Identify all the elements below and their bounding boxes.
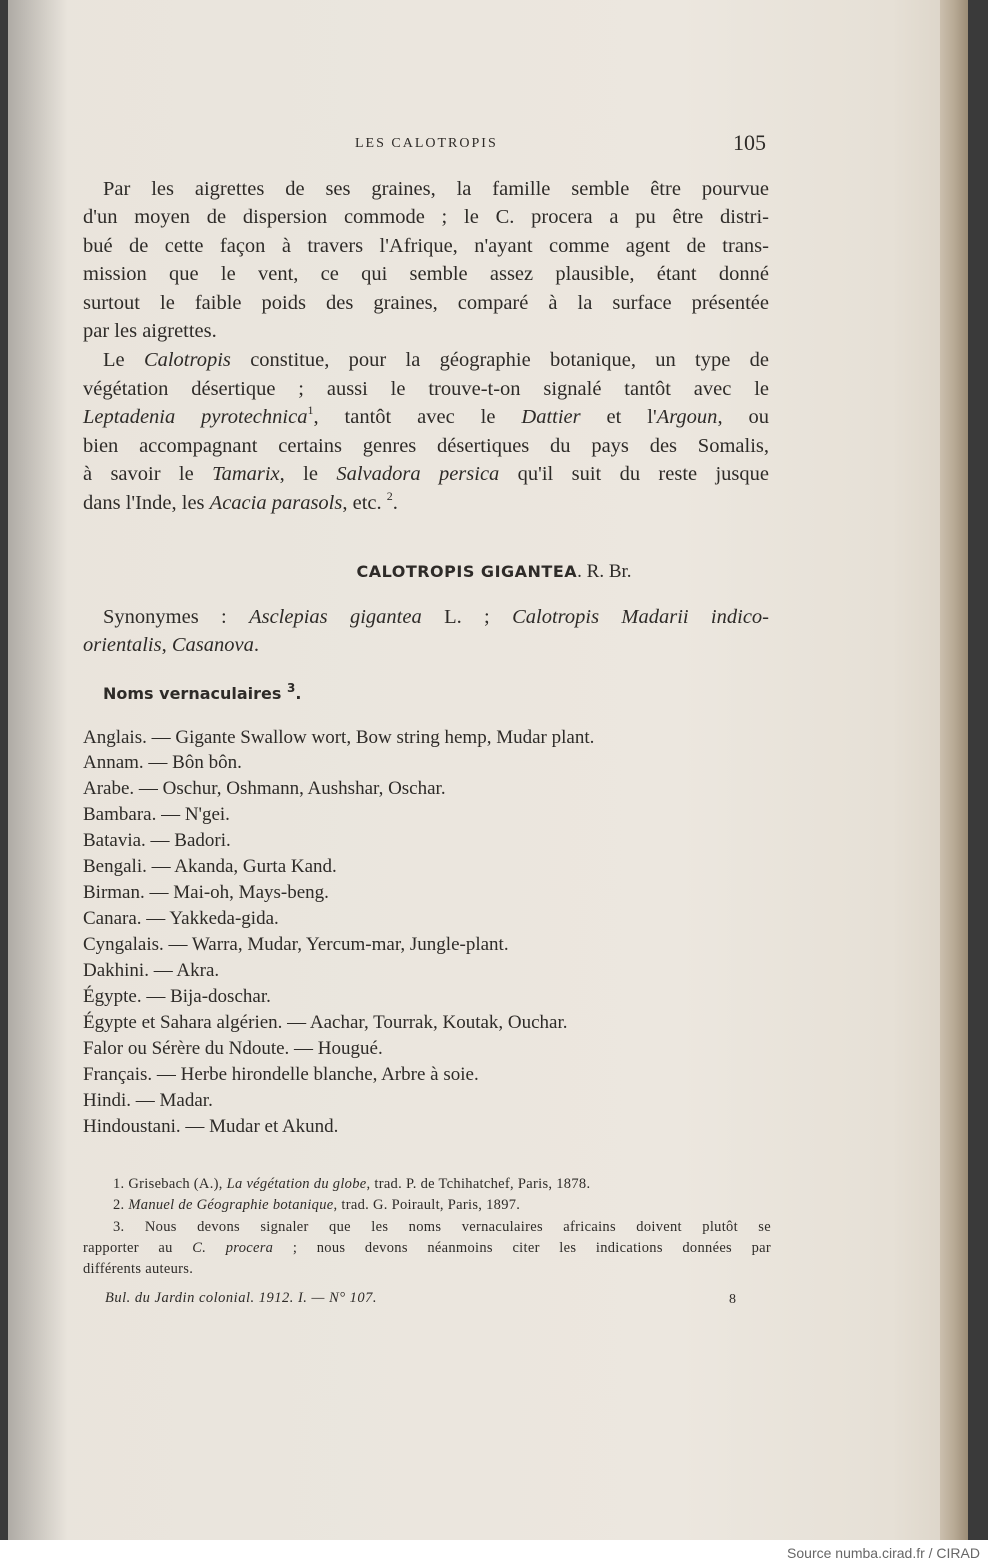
synonyms-line-2: orientalis, Casanova. — [83, 634, 259, 656]
paragraph1-line-2: d'un moyen de dispersion commode ; le C. procera a pu être distri- — [83, 206, 769, 228]
synonyms-line-1: Synonymes : Asclepias gigantea L. ; Calotropis Madarii indico- — [103, 606, 769, 628]
footnote-2: 2. Manuel de Géographie botanique, trad. G. Poirault, Paris, 1897. — [113, 1197, 521, 1213]
page-edge — [940, 0, 968, 1540]
paragraph1-line-4: mission que le vent, ce qui semble assez plausible, étant donné — [83, 263, 769, 285]
paragraph1-line-1: Par les aigrettes de ses graines, la famille semble être pourvue — [103, 178, 769, 200]
paragraph2-line-4: bien accompagnant certains genres désertiques du pays des Somalis, — [83, 435, 769, 457]
vernacular-item: Birman. — Mai-oh, Mays-beng. — [83, 882, 329, 903]
paragraph2-line-5: à savoir le Tamarix, le Salvadora persica qu'il suit du reste jusque — [83, 463, 769, 485]
vernacular-item: Canara. — Yakkeda-gida. — [83, 908, 279, 929]
vernacular-item: Bambara. — N'gei. — [83, 804, 230, 825]
vernacular-item: Égypte et Sahara algérien. — Aachar, Tourrak, Koutak, Ouchar. — [83, 1012, 568, 1033]
footnote-3-line-3: différents auteurs. — [83, 1261, 194, 1277]
paragraph1-line-3: bué de cette façon à travers l'Afrique, n'ayant comme agent de trans- — [83, 235, 769, 257]
vernacular-item: Hindi. — Madar. — [83, 1090, 213, 1111]
vernacular-item: Hindoustani. — Mudar et Akund. — [83, 1116, 339, 1137]
vernacular-item: Annam. — Bôn bôn. — [83, 752, 242, 773]
footnote-1: 1. Grisebach (A.), La végétation du globe, trad. P. de Tchihatchef, Paris, 1878. — [113, 1176, 591, 1192]
source-credit: Source numba.cirad.fr / CIRAD — [787, 1545, 980, 1561]
page-number: 105 — [733, 130, 766, 155]
paragraph1-line-6: par les aigrettes. — [83, 320, 217, 342]
vernacular-item: Bengali. — Akanda, Gurta Kand. — [83, 856, 337, 877]
vernacular-heading: Noms vernaculaires $^3$. — [103, 681, 302, 703]
spine-shadow — [8, 0, 68, 1540]
vernacular-item: Égypte. — Bija-doschar. — [83, 986, 271, 1007]
paragraph2-line-3: Leptadenia pyrotechnica$^1$, tantôt avec le Dattier et l'Argoun, ou — [83, 403, 770, 428]
paragraph1-line-5: surtout le faible poids des graines, comparé à la surface présentée — [83, 292, 769, 314]
vernacular-item: Cyngalais. — Warra, Mudar, Yercum-mar, Jungle-plant. — [83, 934, 509, 955]
source-bar — [0, 1540, 988, 1566]
paragraph2-line-2: végétation désertique ; aussi le trouve-t-on signalé tantôt avec le — [83, 378, 769, 400]
vernacular-item: Français. — Herbe hirondelle blanche, Arbre à soie. — [83, 1064, 479, 1085]
vernacular-item: Batavia. — Badori. — [83, 830, 231, 851]
signature-mark: 8 — [729, 1292, 736, 1307]
paragraph2-line-1: Le Calotropis constitue, pour la géographie botanique, un type de — [103, 349, 770, 371]
vernacular-item: Dakhini. — Akra. — [83, 960, 220, 981]
vernacular-item: Arabe. — Oschur, Oshmann, Aushshar, Oschar. — [83, 778, 446, 799]
vernacular-item: Anglais. — Gigante Swallow wort, Bow string hemp, Mudar plant. — [83, 727, 595, 748]
journal-footer: Bul. du Jardin colonial. 1912. I. — N° 107. — [105, 1290, 378, 1306]
footnote-3-line-1: 3. Nous devons signaler que les noms vernaculaires africains doivent plutôt se — [113, 1219, 771, 1235]
paragraph2-line-6: dans l'Inde, les Acacia parasols, etc. $^2$. — [83, 489, 398, 514]
section-title: CALOTROPIS GIGANTEA. R. Br. — [356, 561, 632, 582]
running-head: LES CALOTROPIS — [355, 136, 498, 151]
footnote-3-line-2: rapporter au C. procera ; nous devons néanmoins citer les indications données par — [83, 1240, 771, 1256]
vernacular-item: Falor ou Sérère du Ndoute. — Hougué. — [83, 1038, 383, 1059]
